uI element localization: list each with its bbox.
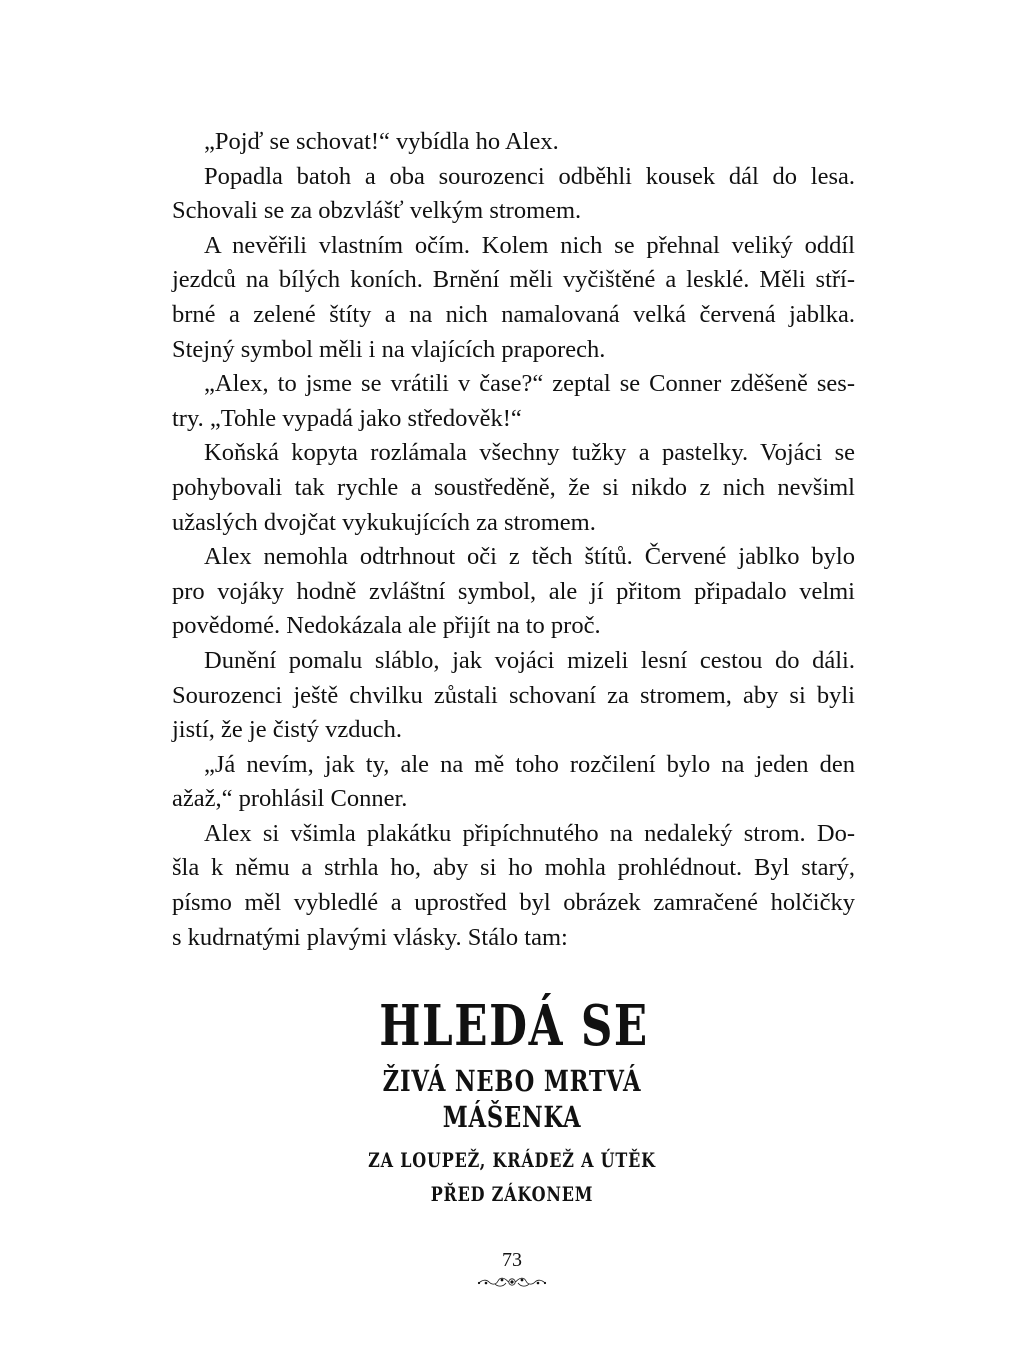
poster-title: HLEDÁ SE [379,993,649,1059]
text-line: brné a zelené štíty a na nich namalovaná velká červená jablka. [172,300,855,328]
text-line: ažaž,“ prohlásil Conner. [172,785,408,813]
text-line: Popadla batoh a oba sourozenci odběhli kousek dál do lesa. [204,162,855,190]
text-line: Alex nemohla odtrhnout oči z těch štítů. Červené jablko bylo [204,543,855,571]
poster-charge-line2: PŘED ZÁKONEM [430,1182,594,1206]
text-line: s kudrnatými plavými vlásky. Stálo tam: [172,923,568,951]
text-line: Koňská kopyta rozlámala všechny tužky a pastelky. Vojáci se [204,439,855,467]
text-line: „Já nevím, jak ty, ale na mě toho rozčilení bylo na jeden den [204,750,855,778]
text-line: „Alex, to jsme se vrátili v čase?“ zeptal se Conner zděšeně ses- [204,370,855,398]
text-line: Schovali se za obzvlášť velkým stromem. [172,197,582,225]
poster-name: MÁŠENKA [442,1100,582,1134]
text-line: Stejný symbol měli i na vlajících praporech. [172,335,606,363]
text-line: „Pojď se schovat!“ vybídla ho Alex. [204,128,559,155]
text-line: Sourozenci ještě chvilku zůstali schovaní za stromem, aby si byli [172,681,855,709]
poster-subtitle: ŽIVÁ NEBO MRTVÁ [382,1064,642,1098]
text-line: užaslých dvojčat vykukujících za stromem. [172,508,596,536]
text-line: pohybovali tak rychle a soustředěně, že si nikdo z nich nevšiml [172,473,855,501]
text-line: Dunění pomalu sláblo, jak vojáci mizeli lesní cestou do dáli. [204,646,855,674]
page-number: 73 [502,1249,522,1271]
text-line: písmo měl vybledlé a uprostřed byl obrázek zamračené holčičky [172,889,855,917]
text-line: try. „Tohle vypadá jako středověk!“ [172,404,522,432]
wanted-poster [0,995,1024,1209]
body-text [172,125,855,955]
text-line: A nevěřili vlastním očím. Kolem nich se přehnal veliký oddíl [204,231,855,259]
text-line: povědomé. Nedokázala ale přijít na to proč. [172,612,601,640]
flourish-ornament-icon [476,1274,548,1290]
poster-charge-line1: ZA LOUPEŽ, KRÁDEŽ A ÚTĚK [368,1148,656,1172]
text-line: šla k němu a strhla ho, aby si ho mohla prohlédnout. Byl starý, [172,854,855,882]
text-line: jezdců na bílých koních. Brnění měli vyčištěné a lesklé. Měli stří- [172,266,855,294]
text-line: pro vojáky hodně zvláštní symbol, ale jí přitom připadalo velmi [172,577,855,605]
text-line: jistí, že je čistý vzduch. [172,716,402,744]
text-line: Alex si všimla plakátku připíchnutého na nedaleký strom. Do- [204,819,855,847]
